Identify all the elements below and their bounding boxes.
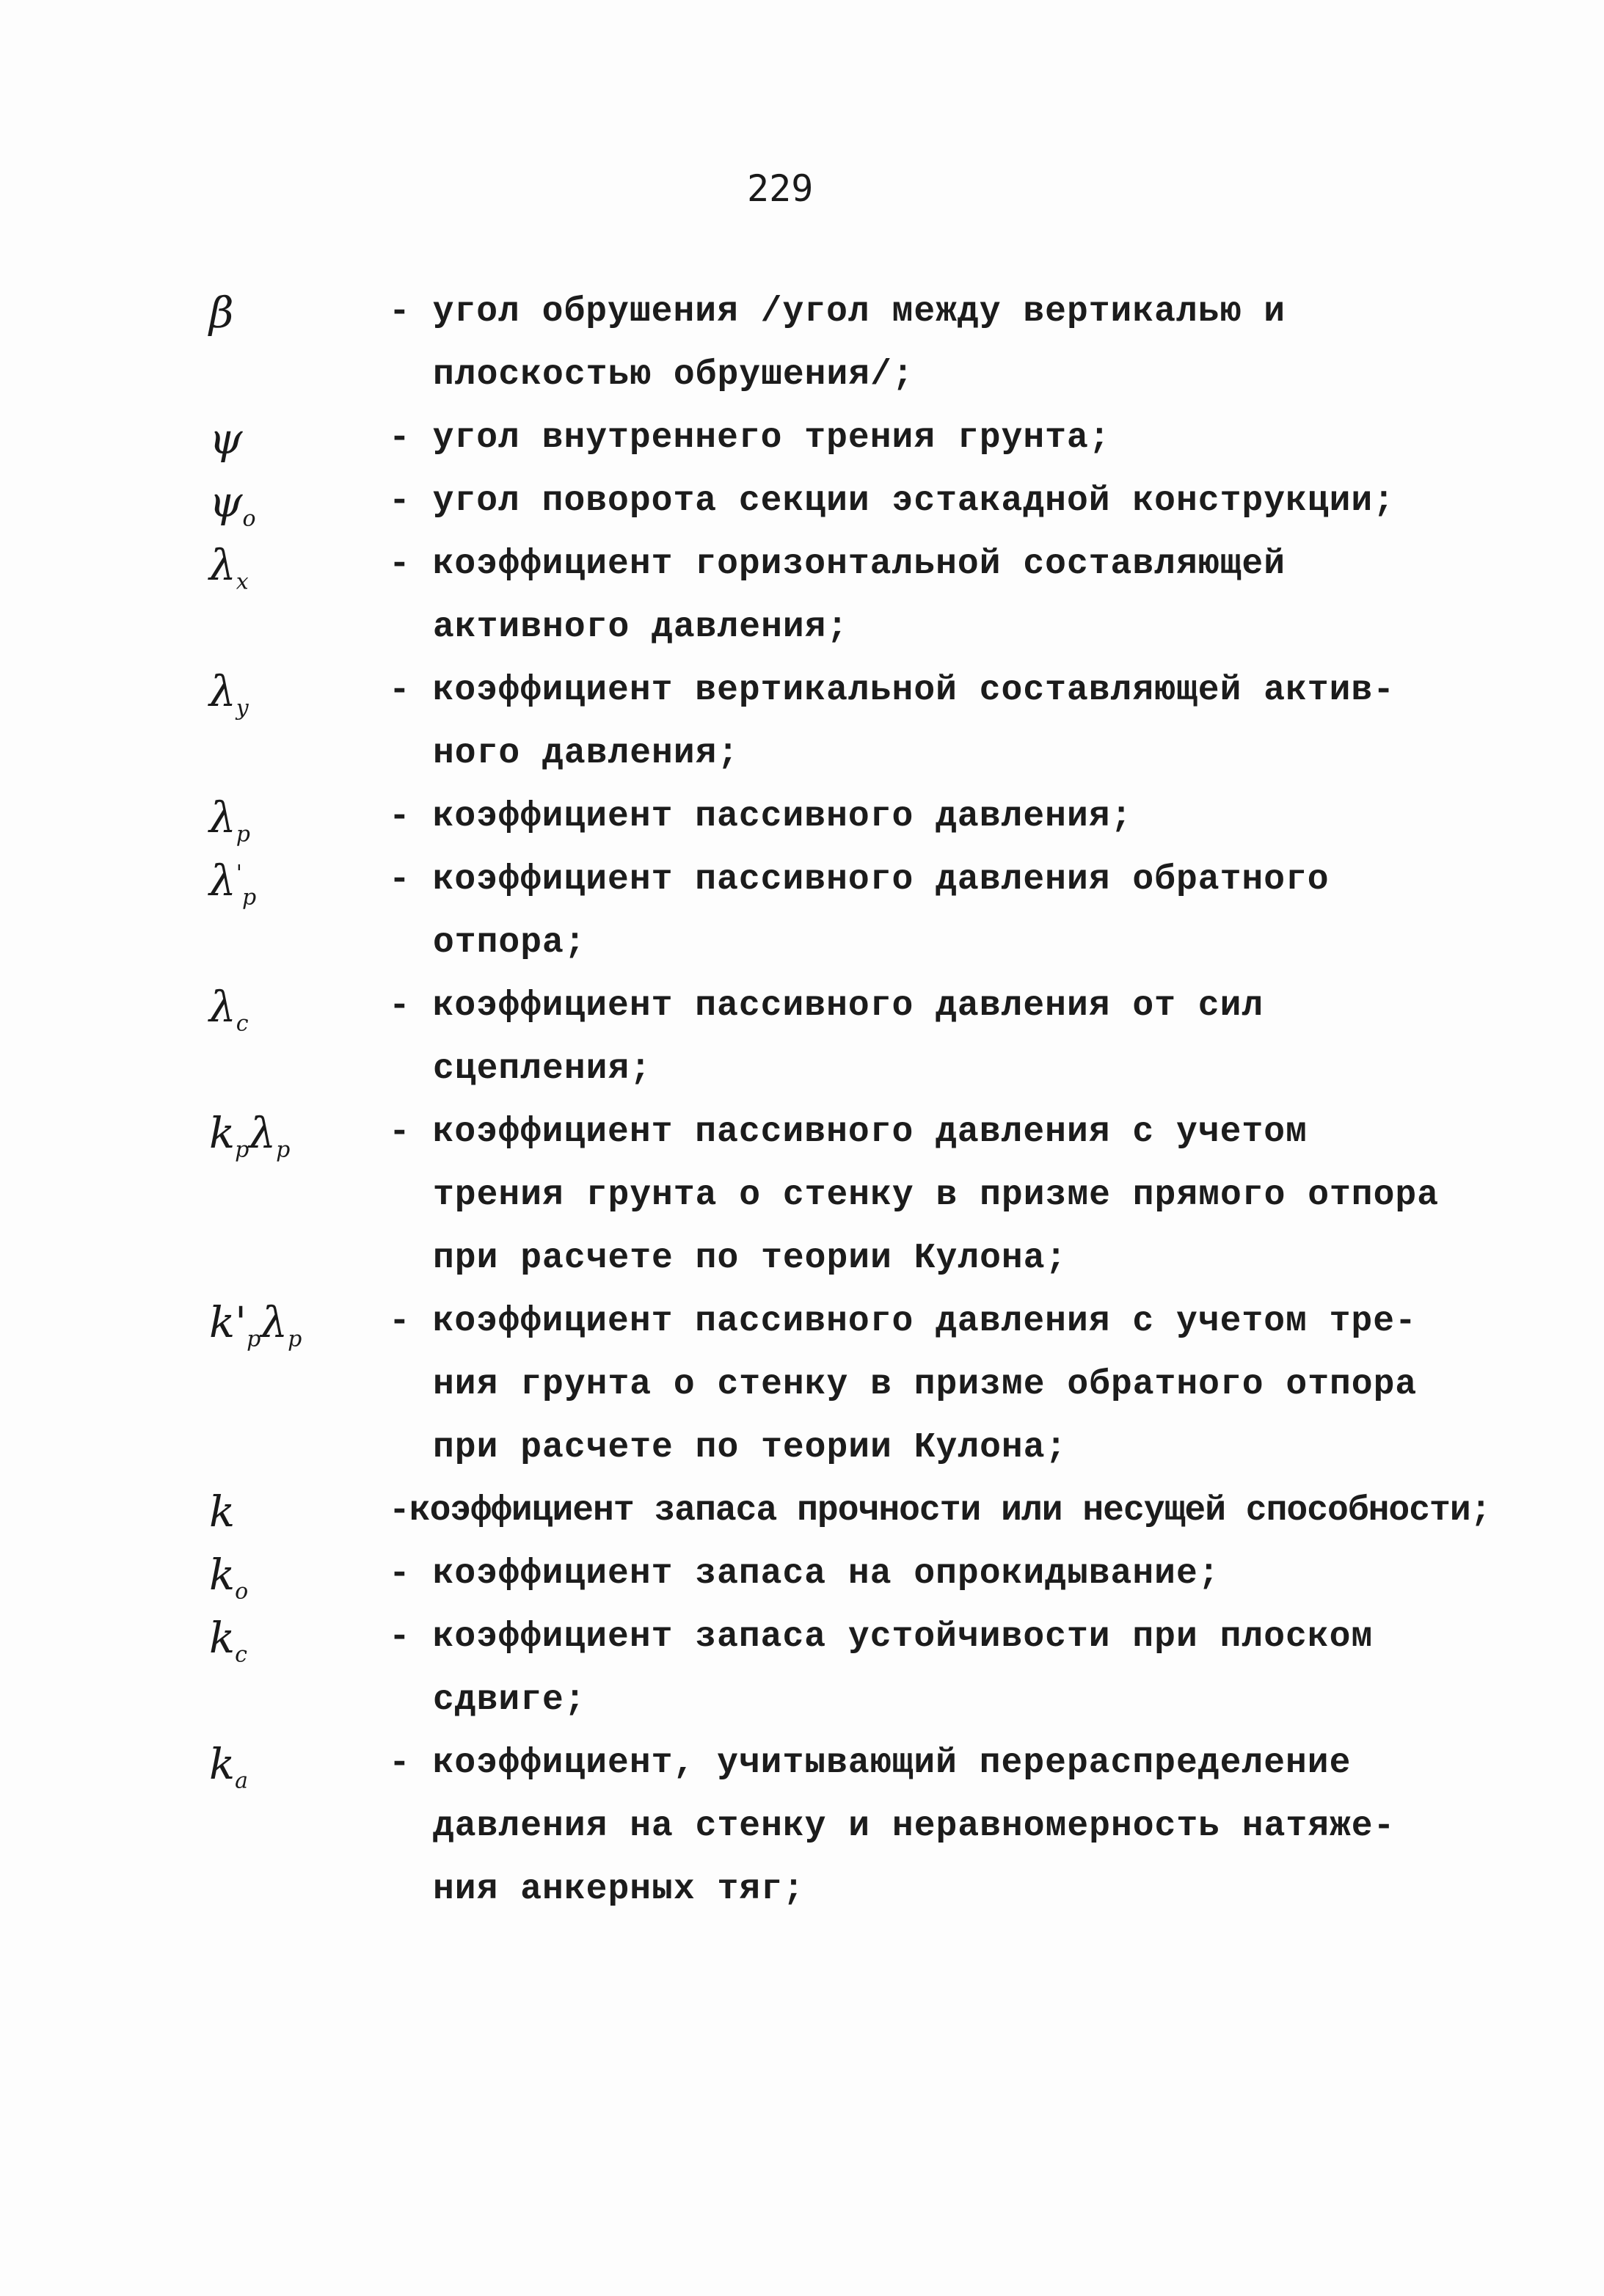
symbol [209, 982, 249, 1037]
definition-line: - коэффициент запаса устойчивости при плоском [389, 1617, 1374, 1657]
definition-line: - коэффициент пассивного давления; [389, 797, 1133, 837]
definition-continuation: давления на стенку и неравномерность натяже- [433, 1807, 1396, 1846]
symbol [209, 1550, 248, 1605]
symbol-base: λ [209, 540, 236, 590]
symbol-base: β [209, 288, 234, 338]
definition-line: - коэффициент пассивного давления с учетом тре- [389, 1302, 1417, 1341]
definition-continuation: ния грунта о стенку в призме обратного отпора [433, 1365, 1418, 1404]
symbol-base: λ [209, 792, 236, 842]
symbol-prefix-subscript: p [247, 1326, 261, 1352]
definition-continuation: плоскостью обрушения/; [433, 355, 914, 395]
symbol-subscript: p [276, 1137, 291, 1163]
symbol-subscript: o [235, 1578, 249, 1605]
symbol-base: ψ [209, 477, 243, 527]
symbol-base: λ [249, 1108, 277, 1158]
symbol-prefix: k [209, 1108, 236, 1158]
symbol-base: k [209, 1613, 236, 1663]
definition-continuation: сдвиге; [433, 1680, 586, 1720]
symbol [209, 666, 249, 721]
symbol-prefix: k' [209, 1297, 247, 1347]
symbol-subscript: c [236, 1010, 249, 1037]
definition-line: - коэффициент пассивного давления от сил [389, 986, 1264, 1026]
definition-line: - угол поворота секции эстакадной конструкции; [389, 481, 1396, 521]
symbol [209, 1487, 235, 1537]
definition-continuation: при расчете по теории Кулона; [433, 1239, 1068, 1278]
definition-continuation: ного давления; [433, 734, 740, 773]
definition-continuation: при расчете по теории Кулона; [433, 1428, 1068, 1468]
symbol [209, 288, 234, 338]
symbol-subscript: y [236, 695, 249, 721]
definition-line: - коэффициент горизонтальной составляющей [389, 544, 1286, 584]
symbol [209, 792, 250, 848]
symbol-subscript: c [235, 1641, 247, 1668]
symbol-subscript: o [242, 506, 256, 532]
definition-continuation: отпора; [433, 923, 586, 963]
symbol-subscript: p [236, 821, 250, 848]
symbol-subscript: a [235, 1768, 249, 1794]
definition-line: - коэффициент, учитывающий перераспределение [389, 1743, 1352, 1783]
symbol [209, 1613, 247, 1668]
symbol [209, 540, 249, 595]
page-number: 229 [747, 167, 814, 210]
symbol [209, 414, 242, 464]
symbol-subscript: p [242, 884, 257, 911]
symbol-base: λ [260, 1297, 288, 1347]
symbol-base: ψ [209, 414, 243, 464]
definition-line: - коэффициент пассивного давления с учетом [389, 1112, 1308, 1152]
definition-line: -коэффициент запаса прочности или несущей способности; [389, 1491, 1491, 1531]
definition-line: - угол обрушения /угол между вертикалью и [389, 292, 1286, 332]
definition-continuation: активного давления; [433, 608, 849, 647]
symbol-superscript: ' [236, 860, 243, 886]
definition-line: - коэффициент запаса на опрокидывание; [389, 1554, 1220, 1594]
symbol-subscript: p [288, 1326, 302, 1352]
symbol-base: k [209, 1487, 236, 1537]
symbol [209, 1739, 248, 1794]
symbol [209, 1108, 290, 1163]
symbol [209, 1297, 302, 1352]
symbol-base: λ [209, 666, 236, 716]
definition-line: - коэффициент пассивного давления обратного [389, 860, 1330, 900]
definition-line: - коэффициент вертикальной составляющей актив- [389, 671, 1396, 710]
symbol-base: λ [209, 856, 236, 905]
symbol [209, 856, 256, 911]
definition-continuation: сцепления; [433, 1049, 652, 1089]
symbol-base: λ [209, 982, 236, 1032]
symbol-subscript: x [236, 569, 249, 595]
symbol-base: k [209, 1550, 236, 1600]
definition-continuation: трения грунта о стенку в призме прямого отпора [433, 1176, 1440, 1215]
definition-line: - угол внутреннего трения грунта; [389, 418, 1111, 458]
symbol [209, 477, 256, 532]
symbol-prefix-subscript: p [235, 1137, 249, 1163]
definition-continuation: ния анкерных тяг; [433, 1870, 805, 1909]
symbol-base: k [209, 1739, 236, 1789]
